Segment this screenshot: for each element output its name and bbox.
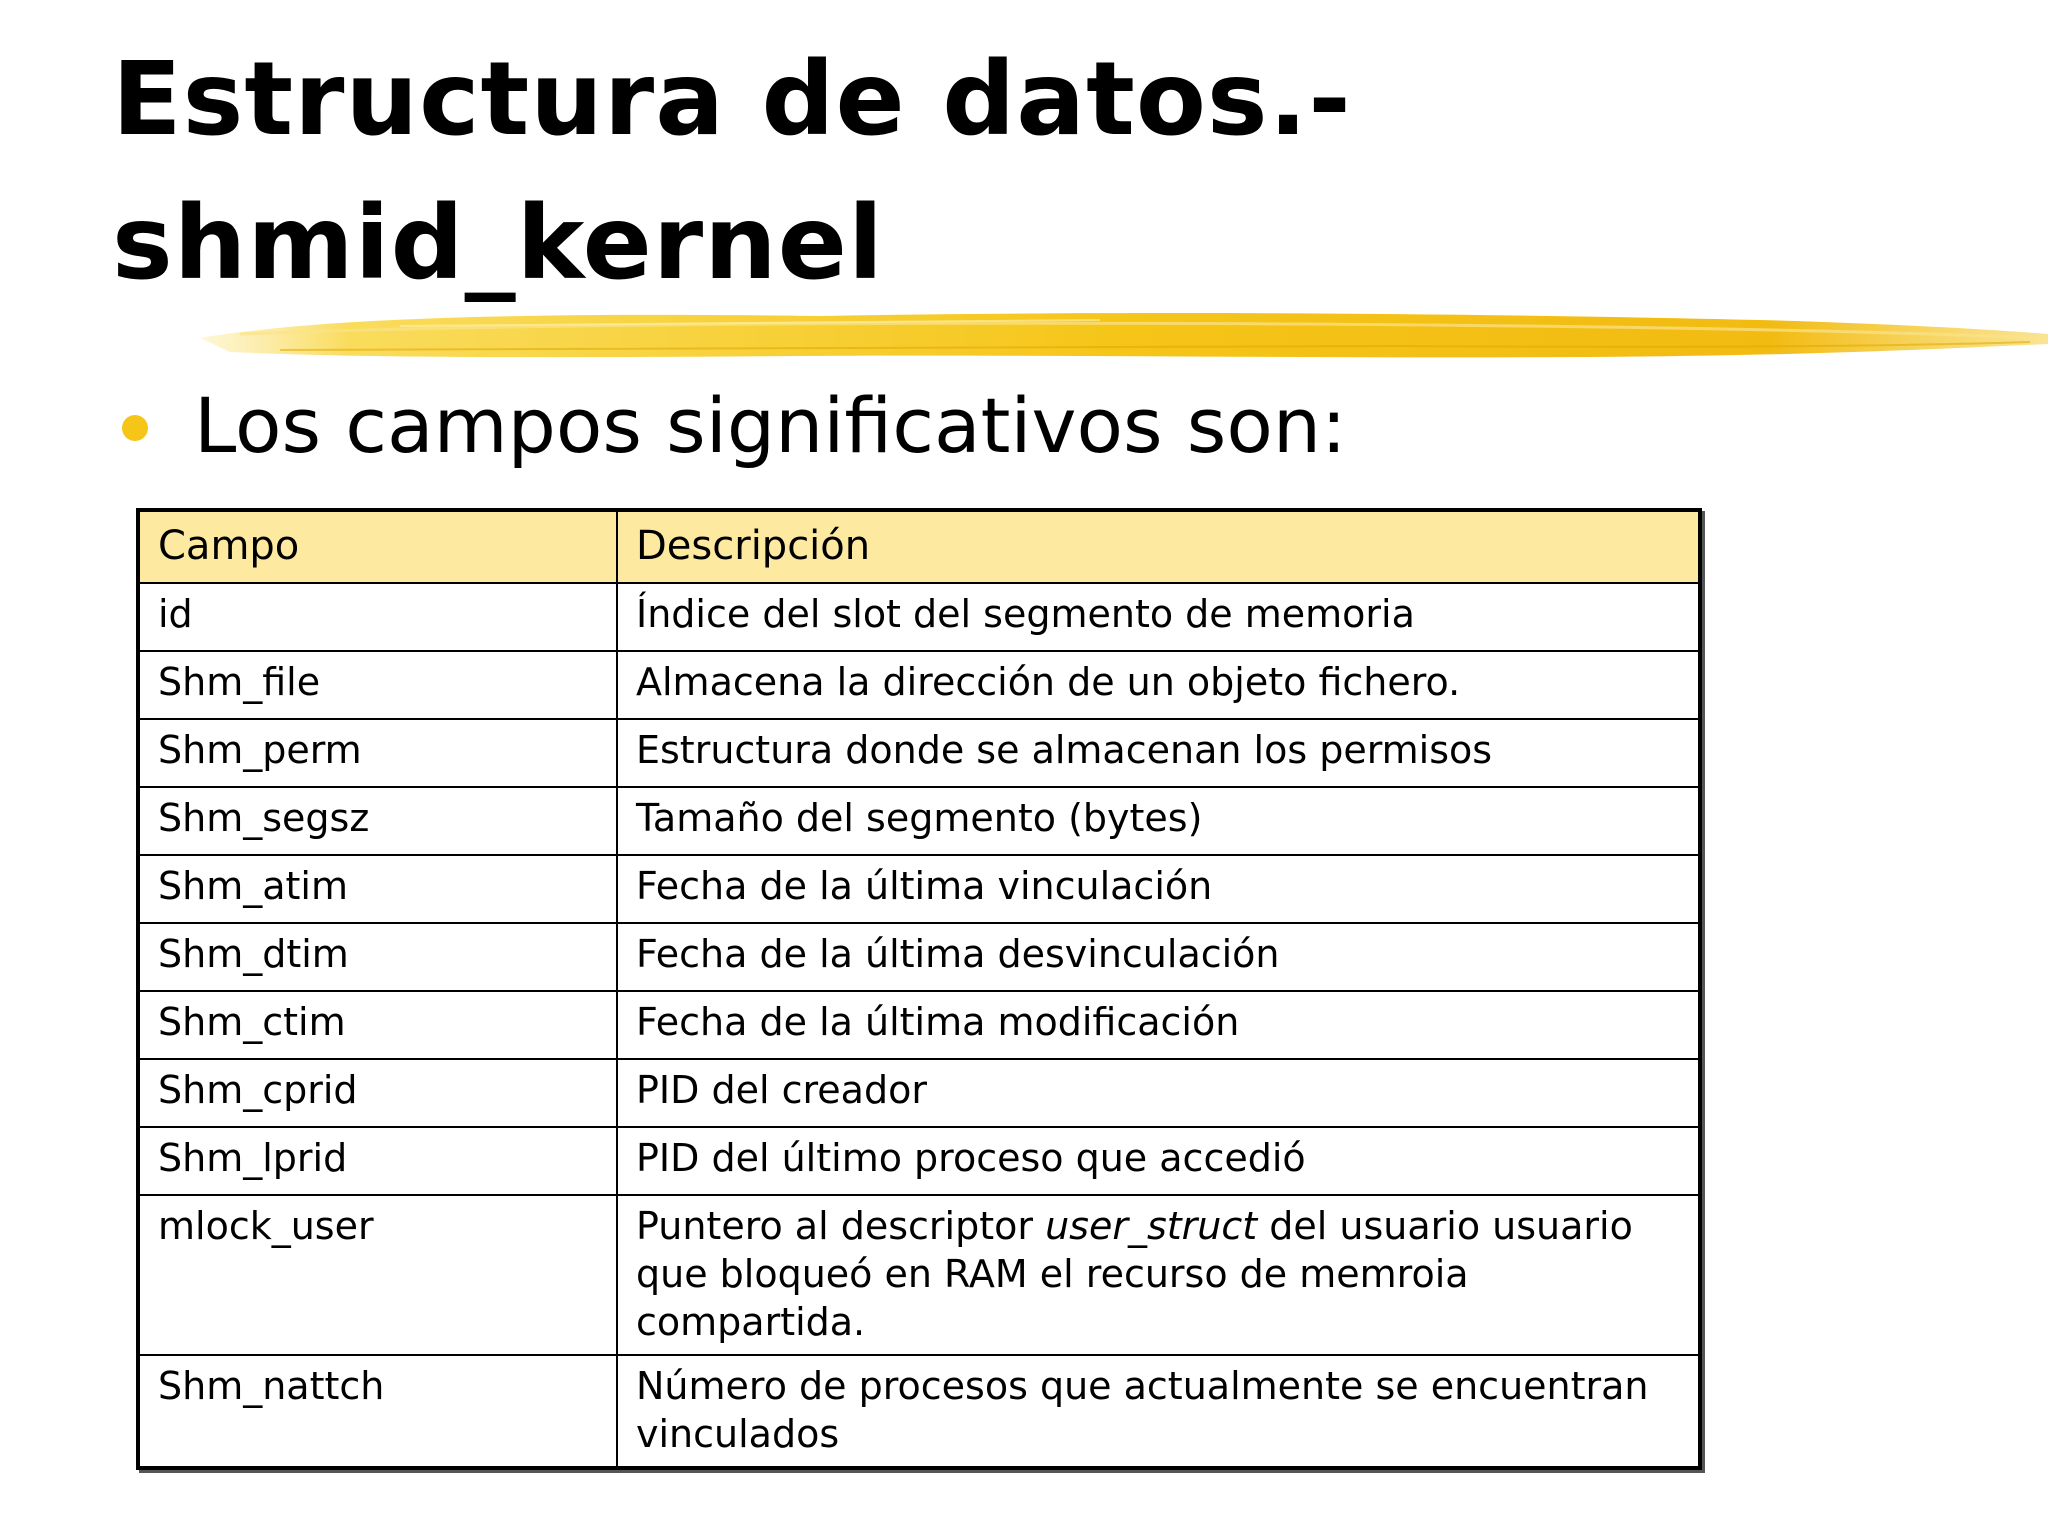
header-descripcion: Descripción: [617, 510, 1700, 583]
description-cell: Estructura donde se almacenan los permisos: [617, 719, 1700, 787]
table-row: [138, 583, 1700, 651]
description-cell: Número de procesos que actualmente se encuentran vinculados: [617, 1355, 1700, 1468]
field-cell: Shm_nattch: [138, 1355, 617, 1468]
description-cell: Fecha de la última vinculación: [617, 855, 1700, 923]
field-cell: Shm_segsz: [138, 787, 617, 855]
table-row: [138, 855, 1700, 923]
field-cell: Shm_ctim: [138, 991, 617, 1059]
table-row: [138, 1127, 1700, 1195]
description-cell: Fecha de la última modificación: [617, 991, 1700, 1059]
description-cell: Índice del slot del segmento de memoria: [617, 583, 1700, 651]
table-header-row: [138, 510, 1700, 583]
description-cell: [617, 1195, 1700, 1355]
bullet-dot-icon: [122, 415, 148, 441]
bullet-text: Los campos significativos son:: [194, 381, 1347, 470]
header-campo: Campo: [138, 510, 617, 583]
title-line-1: Estructura de datos.-: [112, 40, 1352, 159]
description-cell: Almacena la dirección de un objeto fichero.: [617, 651, 1700, 719]
field-cell: Shm_dtim: [138, 923, 617, 991]
table-row: [138, 923, 1700, 991]
table-row: [138, 1355, 1700, 1468]
field-cell: Shm_file: [138, 651, 617, 719]
fields-table: [136, 508, 1702, 1470]
field-cell: Shm_lprid: [138, 1127, 617, 1195]
description-emphasis: user_struct: [1045, 1204, 1258, 1248]
description-text: del usuario usuario que bloqueó en RAM el recurso de memroia compartida.: [636, 1204, 1633, 1344]
table-row: [138, 991, 1700, 1059]
description-cell: PID del creador: [617, 1059, 1700, 1127]
description-cell: Tamaño del segmento (bytes): [617, 787, 1700, 855]
bullet-item: [122, 376, 1347, 476]
yellow-brush-stroke: [200, 296, 2048, 376]
table-row: [138, 651, 1700, 719]
field-cell: Shm_atim: [138, 855, 617, 923]
title-line-2: shmid_kernel: [112, 184, 884, 303]
table-row: [138, 719, 1700, 787]
field-cell: id: [138, 583, 617, 651]
field-cell: mlock_user: [138, 1195, 617, 1355]
table-row: [138, 1059, 1700, 1127]
table-row: [138, 1195, 1700, 1355]
description-text: Puntero al descriptor: [636, 1204, 1046, 1248]
table-row: [138, 787, 1700, 855]
field-cell: Shm_cprid: [138, 1059, 617, 1127]
slide-title: [112, 28, 1912, 316]
description-cell: Fecha de la última desvinculación: [617, 923, 1700, 991]
description-cell: PID del último proceso que accedió: [617, 1127, 1700, 1195]
field-cell: Shm_perm: [138, 719, 617, 787]
